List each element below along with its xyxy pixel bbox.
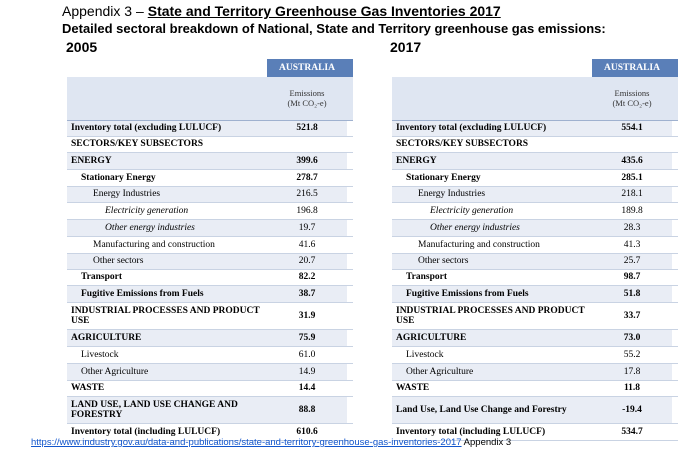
year-label-2005: 2005	[66, 39, 98, 55]
table-row: Inventory total (excluding LULUCF) 554.1	[392, 120, 678, 136]
table-row: Fugitive Emissions from Fuels 51.8	[392, 285, 678, 302]
table-row: Other sectors 25.7	[392, 253, 678, 269]
table-row: Energy Industries 218.1	[392, 186, 678, 202]
table-row: AGRICULTURE 75.9	[67, 329, 353, 346]
source-footer	[31, 437, 511, 448]
heading-title: State and Territory Greenhouse Gas Inventories 2017	[147, 3, 501, 19]
year-label-2017: 2017	[390, 39, 422, 55]
table-row: ENERGY 435.6	[392, 152, 678, 169]
table-row: Other Agriculture 17.8	[392, 363, 678, 380]
table-row: WASTE 14.4	[67, 380, 353, 396]
table-header-row	[392, 59, 678, 77]
table-row: Other energy industries 28.3	[392, 219, 678, 236]
table-row: Energy Industries 216.5	[67, 186, 353, 202]
emissions-column-header: Emissions (Mt CO₂-e)	[592, 77, 672, 120]
table-row: Stationary Energy 285.1	[392, 169, 678, 186]
table-row: Inventory total (including LULUCF) 534.7	[392, 423, 678, 440]
table-row: Other Agriculture 14.9	[67, 363, 353, 380]
region-header: AUSTRALIA	[267, 59, 347, 77]
table-row: Electricity generation 189.8	[392, 202, 678, 219]
table-row: Transport 98.7	[392, 269, 678, 285]
table-subheader-row	[392, 77, 678, 120]
table-row: SECTORS/KEY SUBSECTORS	[392, 136, 678, 152]
page-heading	[62, 3, 501, 19]
table-header-row	[67, 59, 353, 77]
source-link[interactable]: https://www.industry.gov.au/data-and-publications/state-and-territory-greenhouse-gas-inventories-2017	[31, 437, 462, 448]
table-subheader-row	[67, 77, 353, 120]
region-header: AUSTRALIA	[592, 59, 672, 77]
table-row: INDUSTRIAL PROCESSES AND PRODUCT USE 33.7	[392, 302, 678, 329]
page-subtitle: Detailed sectoral breakdown of National, State and Territory greenhouse gas emissions:	[62, 21, 606, 36]
table-row: INDUSTRIAL PROCESSES AND PRODUCT USE 31.9	[67, 302, 353, 329]
table-row: Transport 82.2	[67, 269, 353, 285]
table-row: Livestock 61.0	[67, 346, 353, 363]
inventory-table-2017	[392, 59, 678, 441]
table-row: Stationary Energy 278.7	[67, 169, 353, 186]
emissions-column-header: Emissions (Mt CO₂-e)	[267, 77, 347, 120]
table-row: Electricity generation 196.8	[67, 202, 353, 219]
table-row: Fugitive Emissions from Fuels 38.7	[67, 285, 353, 302]
table-row: Manufacturing and construction 41.6	[67, 236, 353, 253]
inventory-table-2005	[67, 59, 353, 441]
table-row: ENERGY 399.6	[67, 152, 353, 169]
table-row: AGRICULTURE 73.0	[392, 329, 678, 346]
table-row: WASTE 11.8	[392, 380, 678, 396]
table-row: Other sectors 20.7	[67, 253, 353, 269]
table-row: LAND USE, LAND USE CHANGE AND FORESTRY 88.8	[67, 396, 353, 423]
table-row: Land Use, Land Use Change and Forestry -19.4	[392, 396, 678, 423]
table-row: Other energy industries 19.7	[67, 219, 353, 236]
table-row: Inventory total (excluding LULUCF) 521.8	[67, 120, 353, 136]
heading-prefix: Appendix 3 –	[62, 3, 144, 19]
footer-suffix: Appendix 3	[463, 437, 512, 448]
table-row: SECTORS/KEY SUBSECTORS	[67, 136, 353, 152]
table-row: Inventory total (including LULUCF) 610.6	[67, 423, 353, 440]
table-row: Livestock 55.2	[392, 346, 678, 363]
table-row: Manufacturing and construction 41.3	[392, 236, 678, 253]
